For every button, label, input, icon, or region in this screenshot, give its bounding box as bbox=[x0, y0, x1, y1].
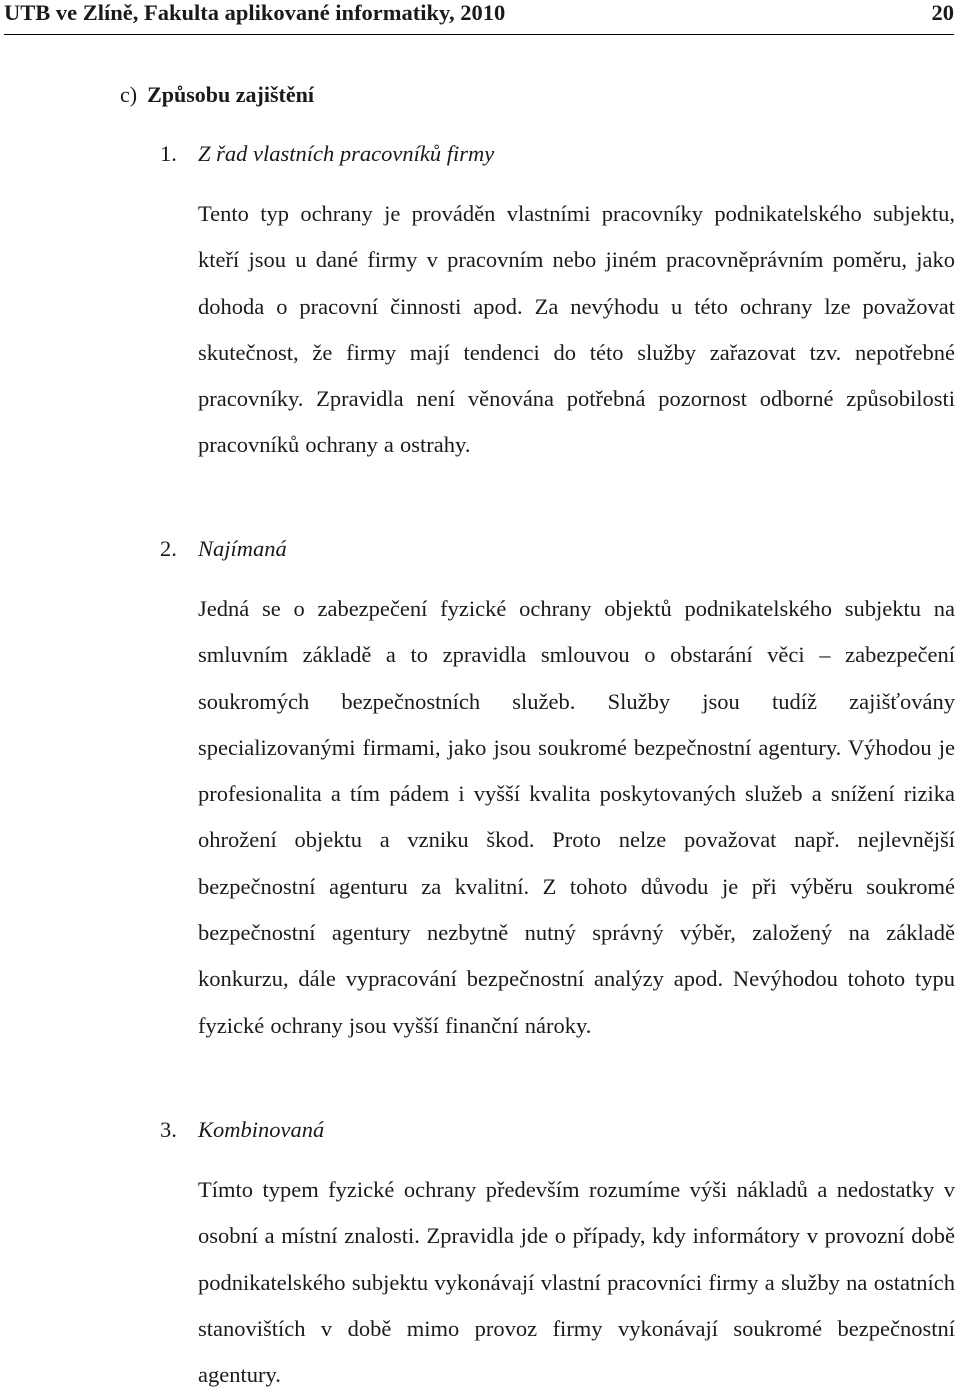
page-header bbox=[4, 0, 954, 35]
list-item-title: Z řad vlastních pracovníků firmy bbox=[198, 141, 495, 166]
paragraph: Jedná se o zabezpečení fyzické ochrany objektů podnikatelského subjektu na smluvním základě a to zpravidla smlouvou o obstarání věci – zabezpečení soukromých bezpečnostních služeb. Služby jsou tudíž zajišťovány specializovanými firmami, jako jsou soukromé bezpečnostní agentury. Výhodou je profesionalita a tím pádem i vyšší kvalita poskytovaných služeb a snížení rizika ohrožení objektu a vzniku škod. Proto nelze považovat např. nejlevnější bezpečnostní agenturu za kvalitní. Z tohoto důvodu je při výběru soukromé bezpečnostní agentury nezbytně nutný správný výběr, založený na základě konkurzu, dále vypracování bezpečnostní analýzy apod. Nevýhodou tohoto typu fyzické ochrany jsou vyšší finanční nároky. bbox=[198, 596, 955, 1038]
list-item-number: 3. bbox=[160, 1117, 177, 1142]
page-number: 20 bbox=[931, 0, 954, 25]
list-item-title: Najímaná bbox=[198, 536, 287, 561]
list-item-number: 2. bbox=[160, 536, 177, 561]
list-item-heading bbox=[160, 1115, 324, 1145]
paragraph: Tento typ ochrany je prováděn vlastními pracovníky podnikatelského subjektu, kteří jsou u dané firmy v pracovním nebo jiném pracovněprávním poměru, jako dohoda o pracovní činnosti apod. Za nevýhodu u této ochrany lze považovat skutečnost, že firmy mají tendenci do této služby zařazovat tzv. nepotřebné pracovníky. Zpravidla není věnována potřebná pozornost odborné způsobilosti pracovníků ochrany a ostrahy. bbox=[198, 201, 955, 458]
list-item-heading bbox=[160, 534, 287, 564]
list-item-heading bbox=[160, 139, 494, 169]
subsection-label: c) bbox=[120, 82, 138, 107]
list-item-title: Kombinovaná bbox=[198, 1117, 325, 1142]
subsection-heading bbox=[120, 80, 314, 110]
subsection-title: Způsobu zajištění bbox=[147, 82, 314, 107]
header-title: UTB ve Zlíně, Fakulta aplikované informatiky, 2010 bbox=[4, 0, 506, 25]
paragraph: Tímto typem fyzické ochrany především rozumíme výši nákladů a nedostatky v osobní a místní znalosti. Zpravidla jde o případy, kdy informátory v provozní době podnikatelského subjektu vykonávají vlastní pracovníci firmy a služby na ostatních stanovištích v době mimo provoz firmy vykonávají soukromé bezpečnostní agentury. bbox=[198, 1177, 955, 1388]
list-item-number: 1. bbox=[160, 141, 177, 166]
